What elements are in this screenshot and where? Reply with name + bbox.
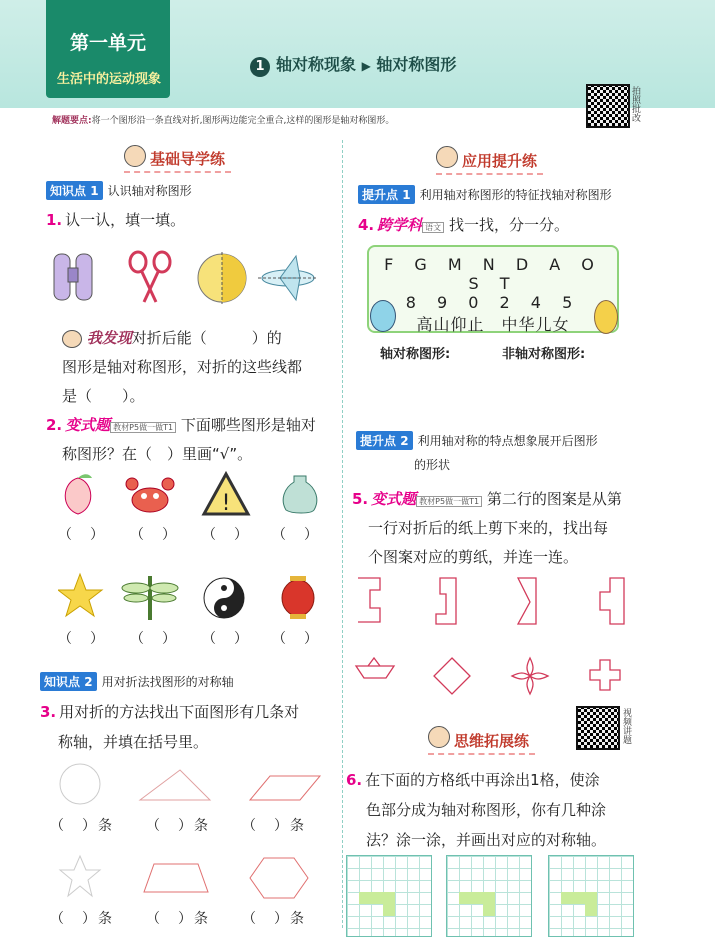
answer-paren[interactable]: （ ） [272,631,320,647]
q1-discover-line1 [62,323,282,353]
tp2-tag [356,431,413,450]
qr-label-top: 拍照批改 [630,86,640,122]
kp1-num: 1 [90,184,99,198]
q2-pictures-row2 [58,572,328,622]
unit-title: 第一单元 [69,32,146,54]
card-digits: 8 9 0 2 4 5 [405,293,581,312]
q1-pictures [50,250,320,306]
answer-paren[interactable]: （ ） [58,527,106,543]
star-icon [58,574,102,616]
q2-num: 2. [46,416,63,434]
shaded-cell [483,892,495,916]
q3-shapes-row1 [50,760,330,810]
answer-paren[interactable]: （ ） [202,631,250,647]
diamond-pattern [434,658,470,694]
q6-num: 6. [346,771,363,789]
key-point-text: 将一个图形沿一条直线对折,图形两边能完全重合,这样的图形是轴对称图形。 [91,116,395,126]
yin-yang-icon [204,578,244,618]
answer-tiao[interactable]: （ ）条 [50,818,114,834]
question-4 [358,210,569,243]
arrow-icon: ▶ [361,59,371,73]
kid-icon-discover [62,330,82,348]
plus-pattern [590,660,620,690]
q1-text: 认一认，填一填。 [65,211,186,229]
peach-icon [65,474,92,514]
q6-text-3: 法？涂一涂，并画出对应的对称轴。 [366,831,607,849]
tp2-text-1: 利用轴对称的特点想象展开后图形 [417,434,598,448]
lesson-subtitle: 轴对称图形 [376,55,457,74]
folded-shape-2 [436,578,456,624]
card-letters: F G M N D A O S T [384,255,602,293]
question-1 [46,205,185,235]
q2-text-2: 称图形？在（ ）里画“√”。 [62,445,253,463]
label-non-symmetric: 非轴对称图形: [502,347,586,362]
mascot-left-icon [370,300,396,332]
airplane-icon [258,256,318,300]
section-title-think: 思维拓展练 [428,730,535,755]
qr-label-bottom: 视频讲题 [621,708,631,744]
cross-curve-pattern [512,658,548,694]
scissors-icon [130,252,170,302]
section-title-apply: 应用提升练 [436,150,543,175]
knowledge-point-2 [40,672,234,691]
parallelogram-shape [250,776,320,800]
q5-folded-shapes [356,576,636,626]
kp1-text: 认识轴对称图形 [107,184,192,198]
boat-pattern [356,658,394,678]
answer-tiao[interactable]: （ ）条 [242,911,306,927]
folded-shape-1 [358,578,380,622]
vase-icon [283,476,317,513]
answer-paren[interactable]: （ ） [130,631,178,647]
key-point [52,113,394,126]
folded-shape-3 [518,578,536,624]
q4-letter-card [367,245,619,333]
answer-paren[interactable]: （ ） [272,527,320,543]
q3-num: 3. [40,703,57,721]
label-symmetric: 轴对称图形: [380,347,451,362]
answer-tiao[interactable]: （ ）条 [146,818,210,834]
card-words: 高山仰止 中华儿女 [416,315,570,334]
grid-paper-1[interactable] [346,855,432,937]
trapezoid-shape [144,864,208,892]
answer-tiao[interactable]: （ ）条 [242,818,306,834]
kp2-tag-label: 知识点 [44,675,81,689]
crab-icon [126,478,174,512]
kp2-text: 用对折法找图形的对称轴 [101,675,234,689]
q5-cut-patterns [354,654,634,698]
lesson-main: 轴对称现象 [276,55,357,74]
tp2-num: 2 [400,434,409,448]
shaded-cell [459,892,483,904]
improve-point-2 [356,431,598,450]
q5-text-2: 一行对折后的纸上剪下来的，找出每 [368,519,609,537]
q1-fill-1: 对折后能（ ）的 [131,329,282,347]
improve-point-1 [358,185,612,204]
unit-subtitle: 生活中的运动现象 [56,72,161,87]
q5-text-3: 个图案对应的剪纸，并连一连。 [368,548,579,566]
lesson-number: 1 [250,57,270,77]
q4-num: 4. [358,216,375,234]
kp2-num: 2 [84,675,93,689]
q1-fill-line3: 是（ ）。 [62,387,145,405]
kp1-tag [46,181,103,200]
answer-paren[interactable]: （ ） [130,527,178,543]
q6-text-2: 色部分成为轴对称图形，你有几种涂 [366,801,607,819]
q5-tag: 变式题 [371,490,417,508]
tp2-tag-label: 提升点 [360,434,397,448]
kp2-tag [40,672,97,691]
tp1-tag-label: 提升点 [362,188,399,202]
q3-text-2: 称轴，并填在括号里。 [58,733,209,751]
qr-code-icon-video[interactable] [576,706,620,750]
dragonfly-icon [122,576,178,620]
q2-ref: 教材P5做一做T1 [110,422,176,433]
tp2-text-2: 的形状 [414,458,451,472]
half-circle-icon [198,252,246,304]
mascot-right-icon [594,300,618,334]
q4-tag: 跨学科 [377,216,423,234]
tp1-num: 1 [402,188,411,202]
question-3 [40,697,299,727]
lantern-icon [282,576,314,619]
shaded-cell [585,892,597,916]
svg-text:!: ! [221,491,231,516]
question-6 [346,765,600,795]
q3-text-1: 用对折的方法找出下面图形有几条对 [59,703,300,721]
knowledge-point-1 [46,181,192,200]
q5-text-1: 第二行的图案是从第 [486,490,622,508]
shaded-cell [561,892,585,904]
q6-text-1: 在下面的方格纸中再涂出1格，使涂 [365,771,600,789]
answer-paren[interactable]: （ ） [202,527,250,543]
q4-tag2: 语文 [422,222,444,233]
circle-shape [60,764,100,804]
star-shape [60,856,100,896]
tp1-text: 利用轴对称图形的特征找轴对称图形 [419,188,612,202]
answer-tiao[interactable]: （ ）条 [146,911,210,927]
key-point-label: 解题要点: [52,116,92,126]
shaded-cell [359,892,383,904]
binoculars-icon [54,254,92,300]
qr-code-icon[interactable] [586,84,630,128]
lesson-title [250,52,456,77]
answer-paren[interactable]: （ ） [58,631,106,647]
section-title-basic: 基础导学练 [124,148,231,173]
grid-paper-3[interactable] [548,855,634,937]
q4-text: 找一找，分一分。 [448,216,569,234]
grid-paper-2[interactable] [446,855,532,937]
column-divider [342,140,343,928]
hexagon-shape [250,858,308,898]
q2-pictures-row1 [58,470,328,520]
tp1-tag [358,185,415,204]
kp1-tag-label: 知识点 [50,184,87,198]
q5-num: 5. [352,490,369,508]
q3-shapes-row2 [50,852,330,902]
folded-shape-4 [600,578,624,624]
q1-discover: 我发现 [86,329,132,347]
q5-ref: 教材P5做一做T1 [416,496,482,507]
q2-tag: 变式题 [65,416,111,434]
q1-fill-line2: 图形是轴对称图形，对折的这些线都 [62,358,303,376]
q1-num: 1. [46,211,63,229]
answer-tiao[interactable]: （ ）条 [50,911,114,927]
warning-sign-icon [204,474,248,516]
q2-text-1: 下面哪些图形是轴对 [180,416,316,434]
shaded-cell [383,892,395,916]
triangle-shape [140,770,210,800]
